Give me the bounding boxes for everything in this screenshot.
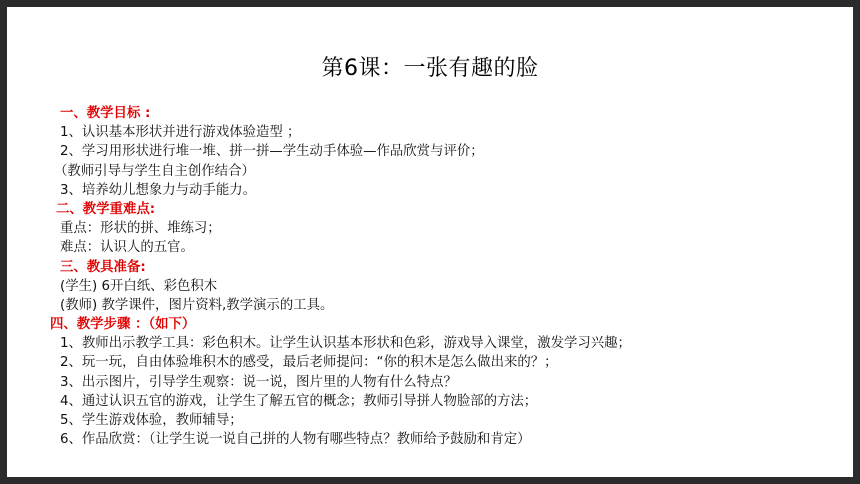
page-title: 第6课：一张有趣的脸 xyxy=(321,56,539,81)
objective-line: 2、学习用形状进行堆一堆、拼一拼—学生动手体验—作品欣赏与评价； xyxy=(60,144,484,160)
lesson-content xyxy=(50,104,850,449)
step-line: 1、教师出示教学工具：彩色积木。让学生认识基本形状和色彩，游戏导入课堂，激发学习兴趣； xyxy=(60,336,631,352)
objective-line: 3、培养幼儿想象力与动手能力。 xyxy=(60,182,256,198)
slide xyxy=(7,7,853,477)
section-heading-materials: 三、教具准备: xyxy=(60,259,146,275)
objective-line: 1、认识基本形状并进行游戏体验造型 ； xyxy=(60,125,301,141)
key-point-line: 重点：形状的拼、堆练习； xyxy=(60,221,221,237)
material-line: (教师) 教学课件，图片资料,教学演示的工具。 xyxy=(60,297,334,313)
section-heading-objectives: 一、教学目标 : xyxy=(60,106,151,121)
step-line: 6、作品欣赏：（让学生说一说自己拼的人物有哪些特点？教师给予鼓励和肯定） xyxy=(60,432,531,448)
objective-line: （教师引导与学生自主创作结合） xyxy=(54,163,255,179)
material-line: (学生) 6开白纸、彩色积木 xyxy=(60,278,218,294)
section-heading-key-points: 二、教学重难点: xyxy=(56,201,156,217)
key-point-line: 难点：认识人的五官。 xyxy=(60,240,194,256)
section-heading-steps: 四、教学步骤 ：（如下） xyxy=(50,317,196,333)
step-line: 4、通过认识五官的游戏，让学生了解五官的概念；教师引导拼人物脸部的方法； xyxy=(60,393,538,409)
step-line: 3、出示图片，引导学生观察：说一说，图片里的人物有什么特点？ xyxy=(60,374,457,390)
step-line: 5、学生游戏体验，教师辅导； xyxy=(60,413,243,428)
step-line: 2、玩一玩，自由体验堆积木的感受，最后老师提问：“你的积木是怎么做出来的？； xyxy=(60,355,558,371)
